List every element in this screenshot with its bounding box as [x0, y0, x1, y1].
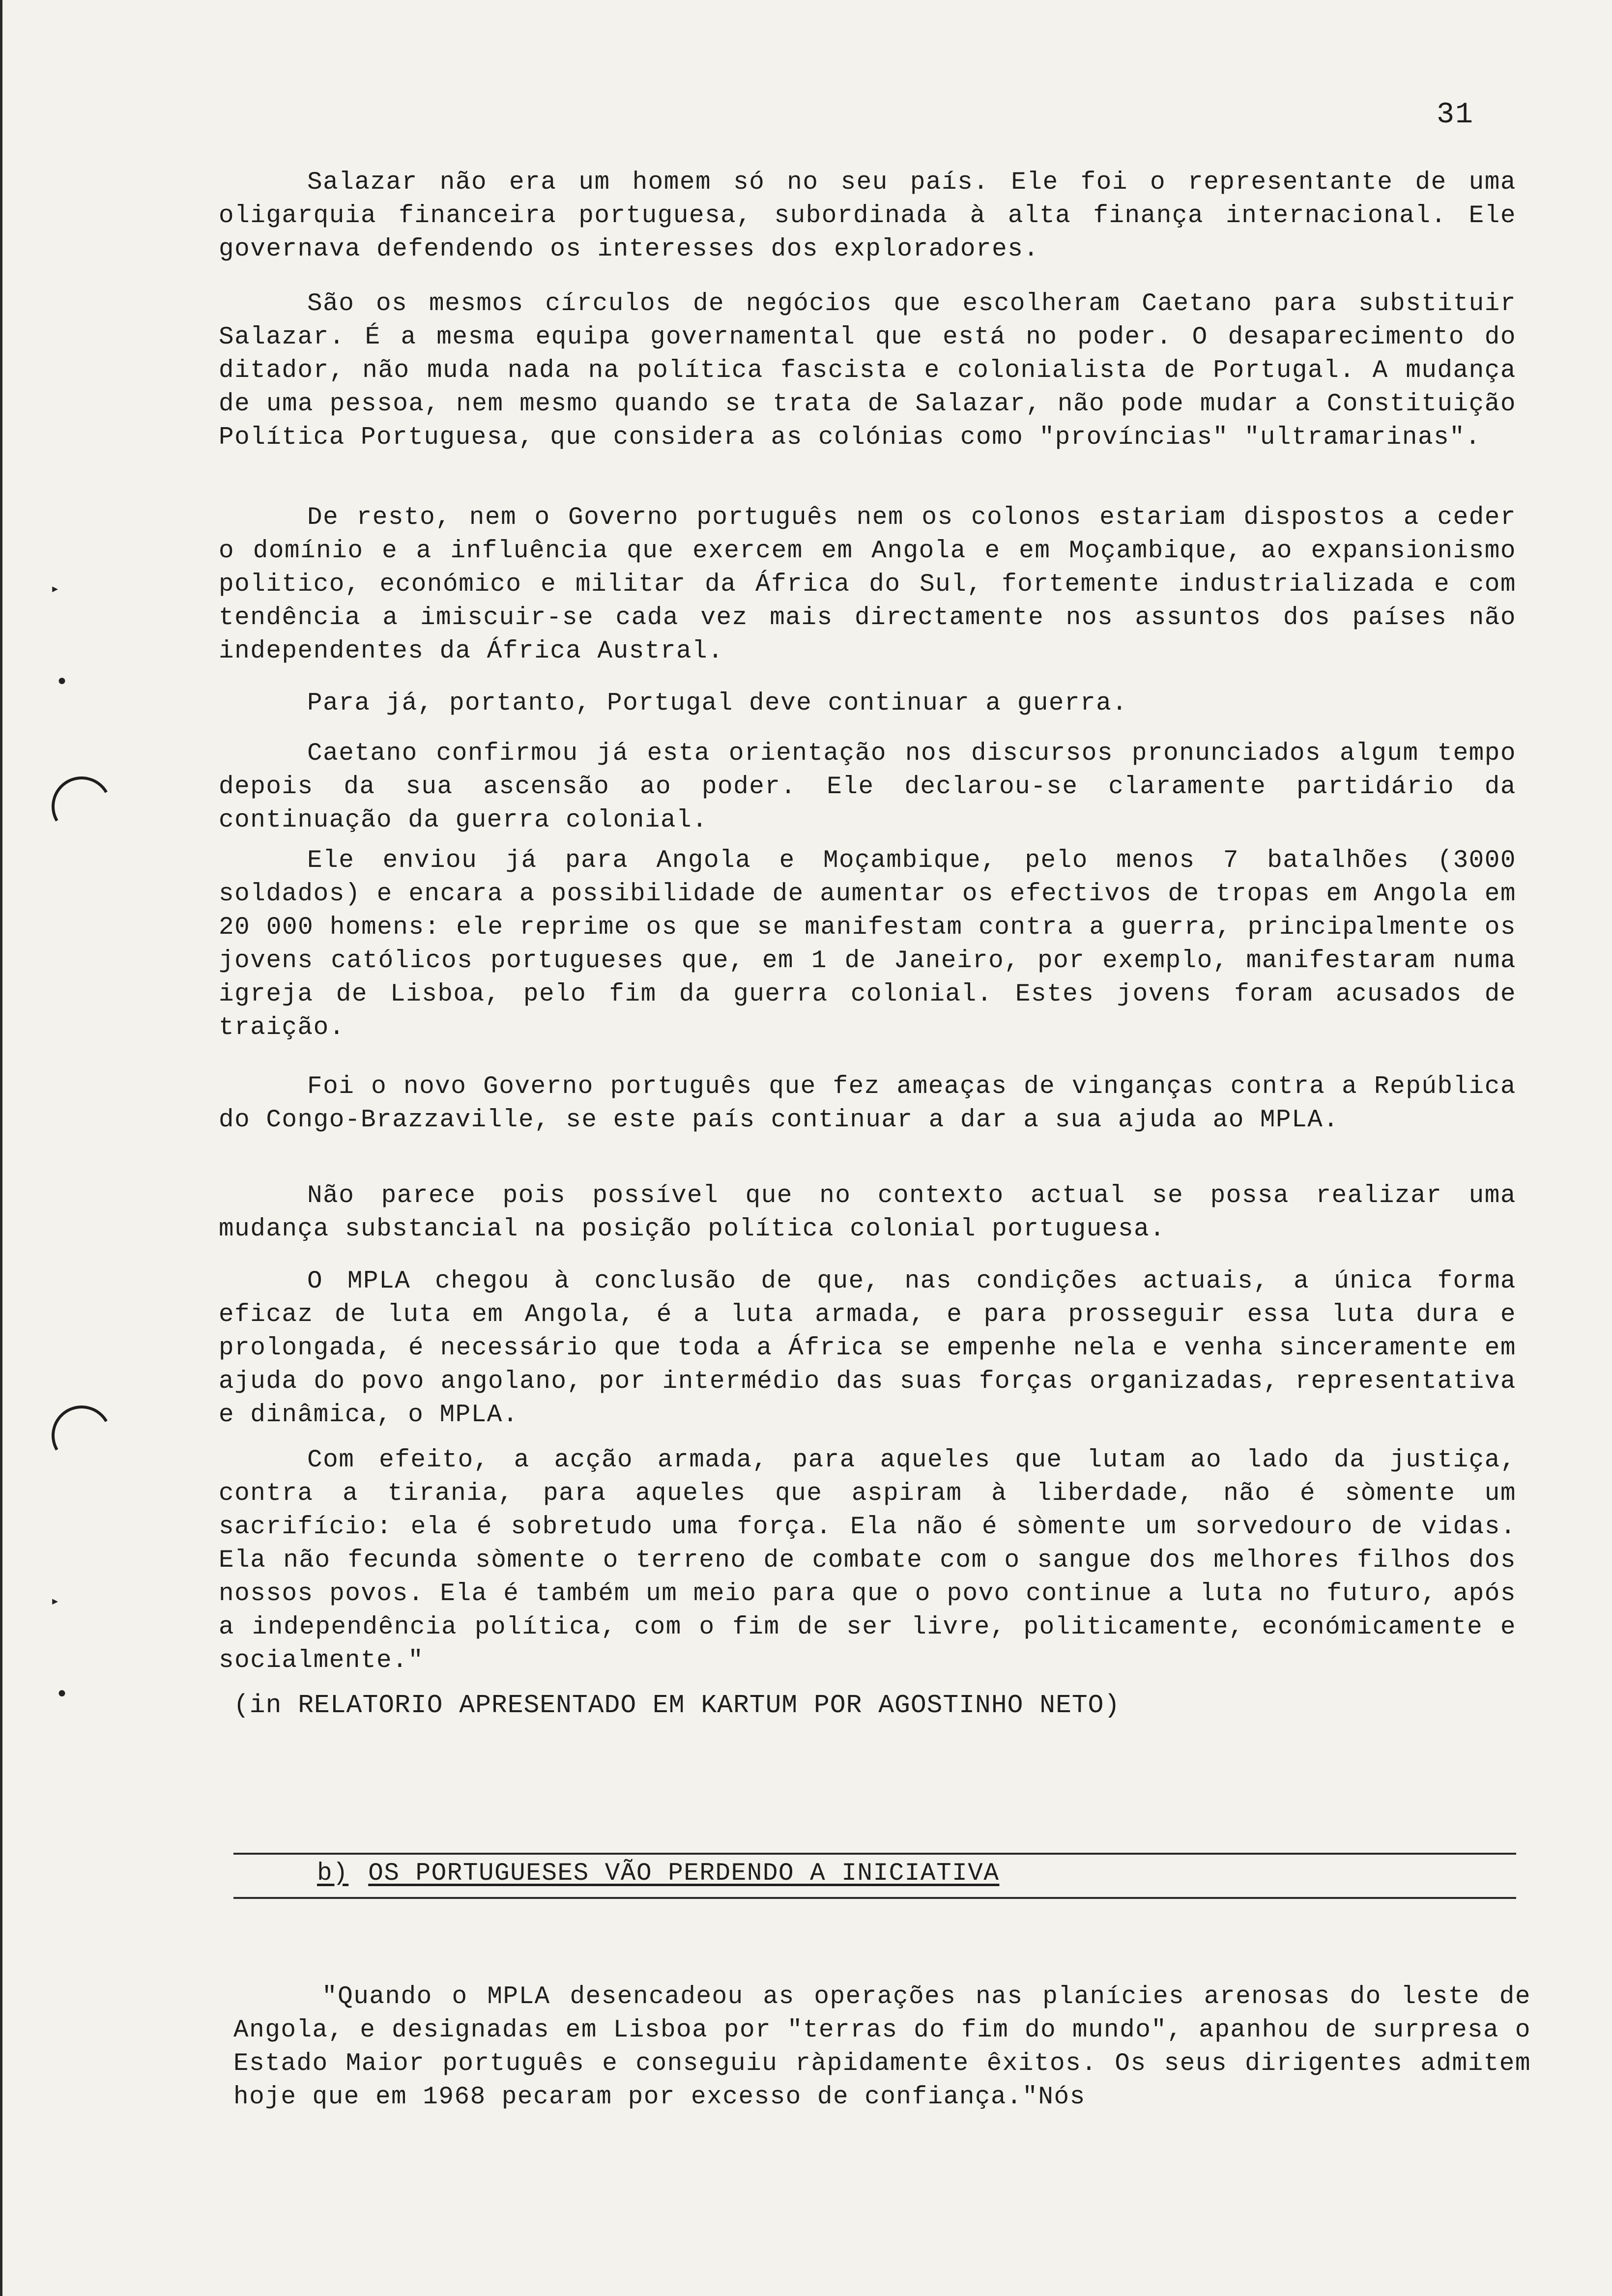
paragraph-caetano-confirmou: Caetano confirmou já esta orientação nos discursos pronunciados algum tempo depois da sua ascensão ao poder. Ele declarou-se claramente partidário da continuação da guerra colonial.: [219, 740, 1516, 834]
source-citation: (in RELATORIO APRESENTADO EM KARTUM POR AGOSTINHO NETO): [233, 1691, 1121, 1720]
margin-bullet-icon: ▸: [51, 1594, 60, 1610]
binding-hole-arc-icon: [45, 1399, 118, 1472]
paragraph-nao-parece: Não parece pois possível que no contexto actual se possa realizar uma mudança substancial na posição política colonial portuguesa.: [219, 1182, 1516, 1243]
section-marker: b): [317, 1860, 349, 1888]
paragraph-batalhoes: Ele enviou já para Angola e Moçambique, pelo menos 7 batalhões (3000 soldados) e encara a possibilidade de aumentar os efectivos de tropas em Angola em 20 000 homens: ele reprime os que se manifestam contra a guerra, principalmente os jovens católicos portugueses que, em 1 de Janeiro, por exemplo, manifestaram numa igreja de Lisboa, pelo fim da guerra colonial. Estes jovens foram acusados de traição.: [219, 847, 1516, 1042]
heading-top-rule: [233, 1853, 1516, 1855]
paragraph-de-resto: De resto, nem o Governo português nem os colonos estariam dispostos a ceder o domínio e a influência que exercem em Angola e em Moçambique, ao expansionismo politico, económico e militar da África do Sul, fortemente industrializada e com tendência a imiscuir-se cada vez mais directamente nos assuntos dos países não independentes da África Austral.: [219, 504, 1516, 665]
paragraph-ameacas: Foi o novo Governo português que fez ameaças de vinganças contra a República do Congo-Brazzaville, se este país continuar a dar a sua ajuda ao MPLA.: [219, 1073, 1516, 1134]
section-title: OS PORTUGUESES VÃO PERDENDO A INICIATIVA: [368, 1860, 1000, 1888]
paragraph-caetano-circles: São os mesmos círculos de negócios que escolheram Caetano para substituir Salazar. É a mesma equipa governamental que está no poder. O desaparecimento do ditador, não muda nada na política fascista e colonialista de Portugal. A mudança de uma pessoa, nem mesmo quando se trata de Salazar, não pode mudar a Constituição Política Portuguesa, que considera as colónias como "províncias" "ultramarinas".: [219, 290, 1516, 452]
margin-dot-icon: ●: [58, 1686, 67, 1702]
heading-bottom-rule: [233, 1897, 1516, 1899]
paragraph-salazar: Salazar não era um homem só no seu país. Ele foi o representante de uma oligarquia financeira portuguesa, subordinada à alta finança internacional. Ele governava defendendo os interesses dos exploradores.: [219, 169, 1516, 263]
margin-dot-icon: ●: [58, 673, 67, 690]
paragraph-quando-o-mpla: "Quando o MPLA desencadeou as operações nas planícies arenosas do leste de Angola, e designadas em Lisboa por "terras do fim do mundo", apanhou de surpresa o Estado Maior português e conseguiu ràpidamente êxitos. Os seus dirigentes admitem hoje que em 1968 pecaram por excesso de confiança."Nós: [233, 1983, 1531, 2111]
paragraph-mpla-conclusao: O MPLA chegou à conclusão de que, nas condições actuais, a única forma eficaz de luta em Angola, é a luta armada, e para prosseguir essa luta dura e prolongada, é necessário que toda a África se empenhe nela e venha sinceramente em ajuda do povo angolano, por intermédio das suas forças organizadas, representativa e dinâmica, o MPLA.: [219, 1267, 1516, 1429]
paragraph-para-ja: Para já, portanto, Portugal deve continuar a guerra.: [307, 689, 1128, 718]
section-heading: [317, 1860, 999, 1888]
page-number: 31: [1437, 98, 1474, 132]
paragraph-accao-armada: Com efeito, a acção armada, para aqueles que lutam ao lado da justiça, contra a tirania, para aqueles que aspiram à liberdade, não é sòmente um sacrifício: ela é sobretudo uma força. Ela não é sòmente um sorvedouro de vidas. Ela não fecunda sòmente o terreno de combate com o sangue dos melhores filhos dos nossos povos. Ela é também um meio para que o povo continue a luta no futuro, após a independência política, com o fim de ser livre, politicamente, económicamente e socialmente.": [219, 1446, 1516, 1675]
margin-bullet-icon: ▸: [51, 581, 60, 598]
binding-hole-arc-icon: [45, 770, 118, 843]
